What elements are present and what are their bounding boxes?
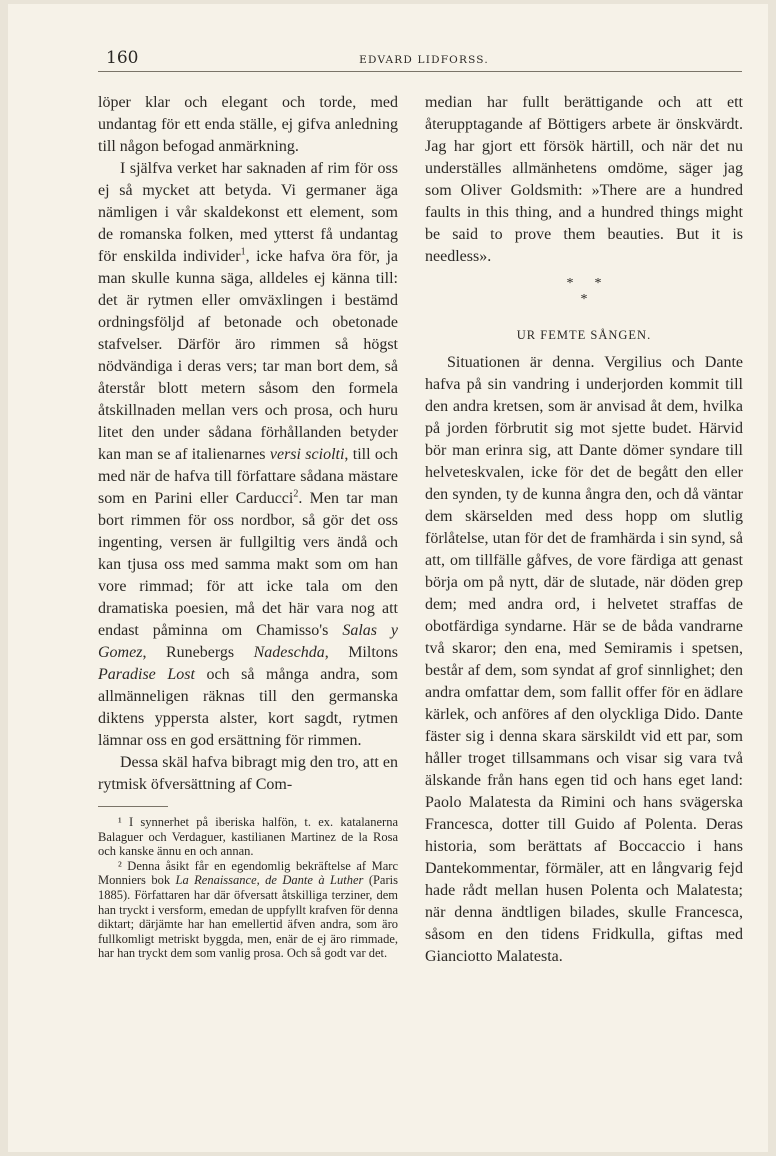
right-column xyxy=(425,92,743,968)
italic-title: Paradise Lost xyxy=(98,666,195,683)
text-run: , till och med när de hafva till författare sådana mästare som en Parini eller Carducci xyxy=(98,446,398,507)
header-rule xyxy=(98,71,742,72)
italic-title: Nadeschda xyxy=(253,644,325,661)
footnotes xyxy=(98,815,398,961)
text-run: , Runebergs xyxy=(142,644,254,661)
text-run: ² Denna åsikt får en egendomlig bekräftelse af Marc Monniers bok xyxy=(98,858,398,888)
text-run: (Paris 1885). Författaren har där öfversatt åtskilliga terziner, dem han tryckt i versform, emedan de uppfyllt krafven för denna diktart; därjämte har han emellertid äfven andra, som äro fullkomligt metriskt byggda, men, enär de ej äro rimmade, har han tryckt dem som vanlig prosa. Och så godt var det. xyxy=(98,873,398,961)
paragraph: median har fullt berättigande och att ett återupptagande af Böttigers arbete är önskvärdt. Jag har gjort ett försök härtill, och när det nu underställes allmänhetens omdöme, säger jag som Oliver Goldsmith: »There are a hundred faults in this thing, and a hundred things might be said to prove them beauties. But it is needless». xyxy=(425,94,743,265)
footnote-rule xyxy=(98,806,168,807)
footnote-1: ¹ I synnerhet på iberiska halfön, t. ex. katalanerna Balaguer och Verdaguer, kastilianen Martinez de la Rosa och kanske ännu en och annan. xyxy=(98,815,398,859)
paragraph: Situationen är denna. Vergilius och Dante hafva på sin vandring i underjorden kommit till den andra kretsen, som är anvisad åt dem, hvilka på jorden förbrutit sig mot sjette budet. Härvid bör man erinra sig, att Dante dömer syndare till helveteskvalen, icke för det de begått den eller den synden, ty de kunna ångra den, och då väntar dem skärselden med dess hopp om slutlig förlåtelse, utan för det de framhärda i sin synd, så att, om tillfälle gåfves, de vore färdiga att genast börja om på nytt, där de slutade, när döden grep dem; med andra ord, i helvetet straffas de obotfärdiga syndarne. Här se de båda vandrarne två skaror; den ena, med Semiramis i spetsen, består af dem, som syndat af grof sinnlighet; den andra omfattar dem, som fallit offer för en ädlare kärlek, och anföres af den olyckliga Dido. Dante fäster sig i denna skara särskildt vid ett par, som håller troget tillsammans och visar sig vara två älskande från hans egen tid och hans eget land: Paolo Malatesta da Rimini och hans svägerska Francesca, dotter till Guido af Polenta. Deras historia, som berättats af Boccaccio i hans Dantekommentar, förmäler, att en långvarig fejd hade rådt mellan husen Polenta och Malatesta; när denna ändtligen bilades, skulle Francesca, såsom en den tidens Fridkulla, giftas med Gianciotto Malatesta. xyxy=(425,354,743,965)
text-run: I själfva verket har saknaden af rim för oss ej så mycket att betyda. Vi germaner äga nämligen i vår skaldekonst ett element, som de romanska folken, med ytterst få undantag för enskilda individer xyxy=(98,160,398,265)
text-run: , Miltons xyxy=(324,644,398,661)
running-head: EDVARD LIDFORSS. xyxy=(359,54,489,66)
paragraph xyxy=(98,158,398,752)
text-run: . Men tar man bort rimmen för oss nordbor, så gör det oss ingenting, versen är fullgiltig vers ändå och kan tjusa oss med samma makt som om han vore rimmad; för att icke tala om den dramatiska poesien, må det här vara nog att endast påminna om Chamisso's xyxy=(98,490,398,639)
footnote-marker: 1 xyxy=(240,246,246,258)
ornament-stars: * * xyxy=(566,276,602,291)
text-run: och så många andra, som allmänneligen räknas till den germanska diktens yppersta alster, kort sagdt, rytmen lämnar oss en god ersättning för rimmen. xyxy=(98,666,398,749)
italic-term: versi sciolti xyxy=(269,446,345,463)
paragraph: löper klar och elegant och torde, med undantag för ett enda ställe, ej gifva anledning till någon befogad anmärkning. xyxy=(98,94,398,155)
ornament-star: * xyxy=(580,292,588,307)
page-header xyxy=(106,48,742,72)
footnote-2 xyxy=(98,859,398,961)
left-column xyxy=(98,92,398,961)
section-ornament xyxy=(425,276,743,308)
paragraph: Dessa skäl hafva bibragt mig den tro, att en rytmisk öfversättning af Com- xyxy=(98,754,398,793)
italic-title: Salas y Gomez xyxy=(98,622,399,661)
italic-title: La Renaissance, de Dante à Luther xyxy=(175,873,364,888)
text-run: , icke hafva öra för, ja man skulle kunna säga, alldeles ej känna till: det är rytmen eller omväxlingen i bestämd ordningsföljd af betonade och obetonade stafvelser. Därför äro rimmen så högst nödvändiga i deras vers; tar man bort dem, så återstår blott metern såsom den formela åtskillnaden mellan vers och prosa, och huru litet den under sådana förhållanden betyder kan man se af italienarnes xyxy=(98,248,398,463)
footnote-marker: 2 xyxy=(293,488,299,500)
page-number: 160 xyxy=(106,48,139,68)
section-title: UR FEMTE SÅNGEN. xyxy=(516,328,652,342)
